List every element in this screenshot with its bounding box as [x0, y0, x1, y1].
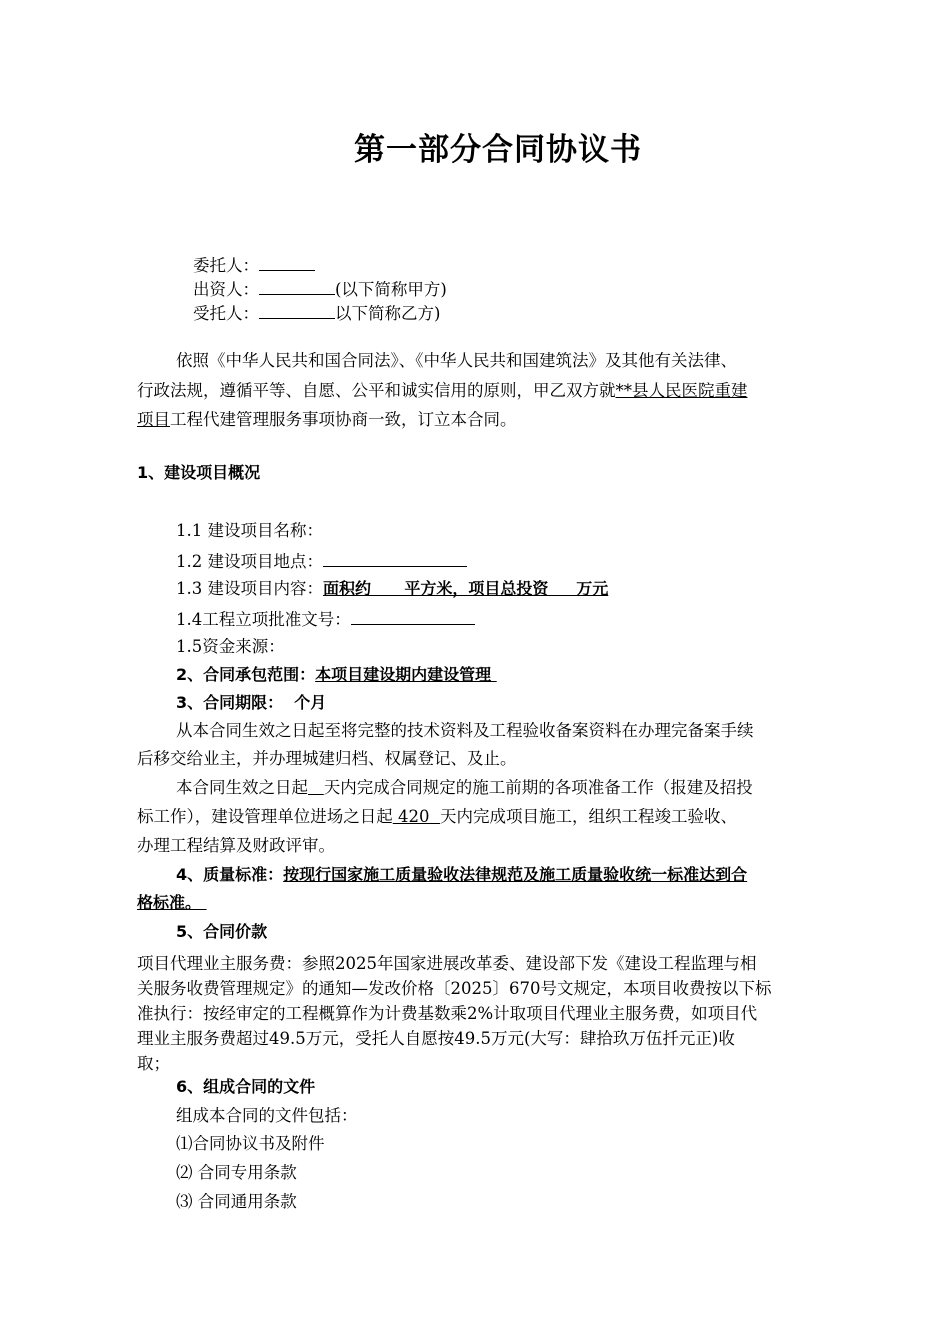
- section-3-p2-line-1: [176, 775, 753, 801]
- preamble-line-2: [137, 378, 748, 404]
- section-3-p1-line-1: 从本合同生效之日起至将完整的技术资料及工程验收备案资料在办理完备案手续: [176, 721, 754, 740]
- document-list-item: ⑵ 合同专用条款: [176, 1163, 297, 1182]
- trustee-label: 受托人：: [193, 304, 259, 323]
- p2-line-2-c: 天内完成项目施工，组织工程竣工验收、: [439, 807, 737, 826]
- section-5-line-2: 关服务收费管理规定》的通知—发改价格〔2025〕670号文规定，本项目收费按以下标: [137, 979, 772, 998]
- section-6-heading: 6、组成合同的文件: [176, 1077, 316, 1096]
- trustee-blank: [259, 299, 335, 319]
- item-1-3-label: 1.3 建设项目内容：: [176, 579, 323, 598]
- section-3-p1-line-2: 后移交给业主，并办理城建归档、权属登记、及止。: [137, 749, 517, 768]
- preamble-line-3: [137, 407, 517, 433]
- section-5-line-1: 项目代理业主服务费：参照2025年国家进展改革委、建设部下发《建设工程监理与相: [137, 954, 757, 973]
- item-1-5: 1.5资金来源：: [176, 637, 285, 656]
- construction-days: 420: [392, 807, 440, 826]
- item-1-2-blank: [323, 547, 467, 567]
- item-1-2: [176, 547, 467, 575]
- p2-line-1-c: 天内完成合同规定的施工前期的各项准备工作（报建及招投: [323, 778, 753, 797]
- section-6-intro: 组成本合同的文件包括：: [176, 1106, 358, 1125]
- item-1-1: 1.1 建设项目名称：: [176, 521, 323, 540]
- document-title: 第一部分合同协议书: [354, 132, 642, 168]
- client-label: 委托人：: [193, 256, 259, 275]
- section-3-p2-line-3: 办理工程结算及财政评审。: [137, 836, 335, 855]
- preamble-line-1: 依照《中华人民共和国合同法》、《中华人民共和国建筑法》及其他有关法律、: [176, 351, 737, 370]
- section-5-heading: 5、合同价款: [176, 922, 268, 941]
- item-1-4: [176, 605, 475, 633]
- investor-label: 出资人：: [193, 280, 259, 299]
- section-5-line-3: 准执行：按经审定的工程概算作为计费基数乘2%计取项目代理业主服务费，如项目代: [137, 1004, 758, 1023]
- preamble-line-2-text: 行政法规，遵循平等、自愿、公平和诚实信用的原则，甲乙双方就: [137, 381, 616, 400]
- investor-suffix: (以下简称甲方): [335, 280, 447, 299]
- section-2-value: 本项目建设期内建设管理: [315, 665, 497, 684]
- section-4-line-2: 格标准。: [137, 893, 207, 912]
- item-1-2-label: 1.2 建设项目地点：: [176, 552, 323, 571]
- item-1-3-value: 面积约 平方米，项目总投资 万元: [323, 579, 609, 598]
- prep-days-blank: [308, 778, 324, 797]
- section-1-heading: 1、建设项目概况: [137, 463, 261, 482]
- section-4-line-1: [176, 862, 747, 888]
- section-4-value-1: 按现行国家施工质量验收法律规范及施工质量验收统一标准达到合: [283, 865, 748, 884]
- section-2: [176, 662, 497, 688]
- item-1-4-blank: [351, 605, 475, 625]
- document-list-item: ⑴合同协议书及附件: [176, 1134, 325, 1153]
- section-4-label: 4、质量标准：: [176, 865, 284, 884]
- document-list-item: ⑶ 合同通用条款: [176, 1192, 297, 1211]
- p2-line-2-a: 标工作），建设管理单位进场之日起: [137, 807, 393, 826]
- item-1-4-label: 1.4工程立项批准文号：: [176, 610, 351, 629]
- item-1-3: [176, 576, 608, 602]
- preamble-line-3-text: 工程代建管理服务事项协商一致，订立本合同。: [170, 410, 517, 429]
- trustee-suffix: 以下简称乙方): [335, 304, 441, 323]
- trustee-line: [193, 299, 440, 327]
- project-name-part-2: 项目: [137, 410, 170, 429]
- section-5-line-5: 取；: [137, 1054, 170, 1073]
- section-5-line-4: 理业主服务费超过49.5万元，受托人自愿按49.5万元(大写：肆拾玖万伍扦元正)收: [137, 1029, 735, 1048]
- section-3-heading: 3、合同期限： 个月: [176, 693, 327, 712]
- p2-line-1-a: 本合同生效之日起: [176, 778, 308, 797]
- investor-blank: [259, 275, 335, 295]
- section-3-p2-line-2: [137, 804, 737, 830]
- client-blank: [259, 251, 315, 271]
- section-2-label: 2、合同承包范围：: [176, 665, 316, 684]
- project-name-part-1: **县人民医院重建: [615, 381, 748, 400]
